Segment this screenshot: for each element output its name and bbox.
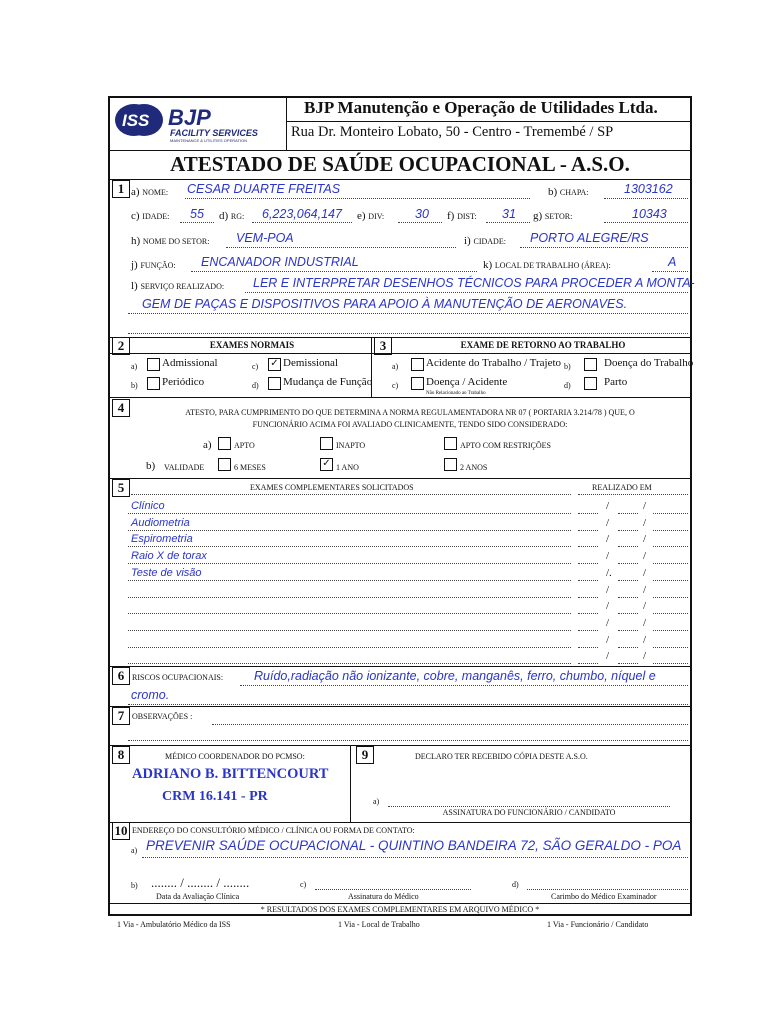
date-slash: / (606, 600, 610, 613)
observacoes-line-1 (212, 724, 688, 725)
via-local-trabalho: 1 Via - Local de Trabalho (338, 920, 420, 929)
header-divider (286, 96, 287, 150)
chapa-label: b) CHAPA: (548, 186, 589, 198)
endereco-letter: a) (131, 846, 138, 855)
date-slash: / (643, 500, 647, 512)
realizado-date-part[interactable] (653, 546, 688, 547)
assinatura-letter: a) (373, 797, 380, 806)
chapa-value[interactable]: 1303162 (624, 182, 673, 196)
setor-label: g) SETOR: (533, 210, 573, 222)
servico-line-1 (245, 292, 688, 293)
realizado-date-part[interactable] (578, 546, 598, 547)
logo-iss-text: ISS (122, 111, 150, 130)
realizado-date-part[interactable] (618, 597, 638, 598)
section-9-number: 9 (356, 746, 374, 764)
section-10-bottom (108, 903, 692, 904)
cidade-label: i) CIDADE: (464, 235, 506, 247)
servico-value-line-1[interactable]: LER E INTERPRETAR DESENHOS TÉCNICOS PARA PROCEDER A MONTA- (253, 276, 695, 290)
dist-value[interactable]: 31 (502, 207, 516, 221)
servico-label: l) SERVIÇO REALIZADO: (131, 280, 225, 292)
idade-value[interactable]: 55 (190, 207, 204, 221)
exam-name[interactable]: Raio X de torax (131, 550, 207, 563)
realizado-date-part[interactable] (618, 546, 638, 547)
exam-line (128, 546, 571, 547)
doenca-trabalho-label: Doença do Trabalho (604, 357, 694, 369)
riscos-value-line-1[interactable]: Ruído,radiação não ionizante, cobre, manganês, ferro, chumbo, níquel e (254, 669, 656, 683)
apto-label: APTO (234, 441, 255, 450)
realizado-date-part[interactable] (578, 580, 598, 581)
nome-setor-label: h) NOME DO SETOR: (131, 235, 210, 247)
doenca-trabalho-checkbox[interactable] (584, 358, 597, 371)
company-logo (112, 100, 282, 144)
local-line (652, 271, 688, 272)
nao-relacionado-note: Não Relacionado ao Trabalho (426, 391, 486, 396)
title-rule-top (108, 150, 692, 151)
section-2-bottom (108, 397, 692, 398)
doenca-trabalho-letter: b) (564, 362, 571, 371)
observacoes-label: OBSERVAÇÕES : (132, 712, 193, 721)
medico-coordenador-label: MÉDICO COORDENADOR DO PCMSO: (165, 752, 305, 761)
via-ambulatorio: 1 Via - Ambulatório Médico da ISS (117, 920, 231, 929)
section-10-number: 10 (112, 822, 130, 840)
exam-line (128, 597, 571, 598)
apto-letter: a) (203, 439, 212, 451)
logo-facility-text: FACILITY SERVICES (170, 128, 258, 138)
assinatura-funcionario-label: ASSINATURA DO FUNCIONÁRIO / CANDIDATO (442, 808, 616, 817)
realizado-date-part[interactable] (578, 563, 598, 564)
section-3-number: 3 (374, 337, 392, 355)
title-rule-bottom (108, 179, 692, 180)
servico-value-line-2[interactable]: GEM DE PAÇAS E DISPOSITIVOS PARA APOIO À MANUTENÇÃO DE AERONAVES. (142, 297, 628, 311)
acidente-checkbox[interactable] (411, 358, 424, 371)
realizado-date-part[interactable] (618, 580, 638, 581)
realizado-date-part[interactable] (578, 613, 598, 614)
realizado-date-part[interactable] (653, 597, 688, 598)
section-8-bottom (108, 822, 692, 823)
date-slash: / (606, 533, 610, 546)
mudanca-label: Mudança de Função (283, 376, 373, 388)
check-mark-icon: ✓ (322, 458, 331, 469)
exam-name[interactable]: Clínico (131, 500, 165, 512)
nome-value[interactable]: CESAR DUARTE FREITAS (187, 182, 341, 196)
assinatura-medico-line[interactable] (315, 889, 471, 890)
local-value[interactable]: A (668, 255, 677, 269)
date-slash: / (606, 616, 610, 629)
exames-header-line (131, 494, 571, 495)
section-5-bottom (108, 666, 692, 667)
medico-crm: CRM 16.141 - PR (162, 789, 268, 804)
parto-label: Parto (604, 376, 628, 388)
demissional-checkbox[interactable] (268, 358, 281, 371)
exam-line (128, 663, 571, 664)
idade-line (180, 222, 214, 223)
section-8-9-divider (350, 745, 351, 822)
exames-complementares-title: EXAMES COMPLEMENTARES SOLICITADOS (250, 483, 414, 492)
realizado-date-part[interactable] (653, 563, 688, 564)
endereco-value[interactable]: PREVENIR SAÚDE OCUPACIONAL - QUINTINO BANDEIRA 72, SÃO GERALDO - POA (146, 838, 682, 853)
exam-line (128, 613, 571, 614)
rg-label: d) RG: (219, 210, 245, 222)
realizado-date-part[interactable] (618, 563, 638, 564)
div-label: e) DIV: (357, 210, 385, 222)
dois-anos-checkbox[interactable] (444, 458, 457, 471)
date-slash: / (643, 650, 647, 663)
carimbo-letter: d) (512, 880, 519, 889)
funcao-label: j) FUNÇÃO: (131, 259, 176, 271)
riscos-value-line-2[interactable]: cromo. (131, 688, 170, 702)
atesto-text-2: FUNCIONÁRIO ACIMA FOI AVALIADO CLINICAMENTE, TENDO SIDO CONSIDERADO: (252, 420, 568, 429)
realizado-date-part[interactable] (653, 647, 688, 648)
cidade-line (520, 247, 688, 248)
exam-line (128, 580, 571, 581)
realizado-date-part[interactable] (578, 530, 598, 531)
chapa-line (604, 198, 688, 199)
logo-bjp-text: BJP (168, 105, 211, 130)
doenca-acidente-checkbox[interactable] (411, 377, 424, 390)
section-4-bottom (108, 478, 692, 479)
nome-line (185, 198, 530, 199)
acidente-letter: a) (392, 362, 399, 371)
demissional-label: Demissional (283, 357, 338, 369)
exam-line (128, 563, 571, 564)
exam-line (128, 513, 571, 514)
exam-name[interactable]: Espirometria (131, 533, 193, 546)
assinatura-funcionario-line[interactable] (388, 806, 670, 807)
observacoes-line-2 (128, 740, 688, 741)
date-slash: / (643, 533, 647, 546)
realizado-date-part[interactable] (578, 597, 598, 598)
setor-line (604, 222, 688, 223)
endereco-label: ENDEREÇO DO CONSULTÓRIO MÉDICO / CLÍNICA OU FORMA DE CONTATO: (132, 826, 415, 835)
local-label: k) LOCAL DE TRABALHO (ÁREA): (483, 259, 611, 271)
realizado-date-part[interactable] (653, 663, 688, 664)
carimbo-label: Carimbo do Médico Examinador (551, 892, 657, 901)
apto-restricoes-label: APTO COM RESTRIÇÕES (460, 441, 551, 450)
setor-value[interactable]: 10343 (632, 207, 667, 221)
admissional-checkbox[interactable] (147, 358, 160, 371)
exames-normais-title: EXAMES NORMAIS (209, 340, 295, 350)
data-avaliacao-field[interactable]: ........ / ........ / ........ (151, 875, 250, 890)
rg-value[interactable]: 6,223,064,147 (262, 207, 342, 221)
cidade-value[interactable]: PORTO ALEGRE/RS (530, 231, 649, 245)
section-2-3-divider (371, 337, 372, 397)
medico-name: ADRIANO B. BITTENCOURT (132, 766, 329, 782)
nome-setor-value[interactable]: VEM-POA (236, 231, 294, 245)
idade-label: c) IDADE: (131, 210, 170, 222)
periodico-label: Periódico (162, 376, 205, 388)
atesto-text-1: ATESTO, PARA CUMPRIMENTO DO QUE DETERMINA A NORMA REGULAMENTADORA NR 07 ( PORTARIA 3.214/78 ) QUE, O (185, 408, 635, 417)
rg-line (252, 222, 352, 223)
inapto-checkbox[interactable] (320, 437, 333, 450)
date-slash: /. (606, 566, 612, 579)
div-value[interactable]: 30 (415, 207, 429, 221)
date-slash: / (643, 566, 647, 579)
carimbo-line[interactable] (527, 889, 688, 890)
data-avaliacao-label: Data da Avaliação Clínica (156, 892, 240, 901)
realizado-date-part[interactable] (578, 513, 598, 514)
realizado-date-part[interactable] (618, 530, 638, 531)
realizado-date-part[interactable] (578, 630, 598, 631)
realizado-date-part[interactable] (578, 663, 598, 664)
section-8-number: 8 (112, 746, 130, 764)
riscos-label: RISCOS OCUPACIONAIS: (132, 673, 224, 682)
inapto-label: INAPTO (336, 441, 366, 450)
acidente-label: Acidente do Trabalho / Trajeto (426, 357, 562, 369)
via-funcionario: 1 Via - Funcionário / Candidato (547, 920, 649, 929)
date-slash: / (606, 550, 610, 563)
data-letter: b) (131, 881, 138, 890)
section-2-header-rule (108, 353, 692, 354)
declaro-label: DECLARO TER RECEBIDO CÓPIA DESTE A.S.O. (415, 752, 588, 761)
validade-label: VALIDADE (164, 463, 205, 472)
date-slash: / (643, 516, 647, 529)
date-slash: / (606, 516, 610, 529)
realizado-date-part[interactable] (653, 530, 688, 531)
logo-tagline-text: MAINTENANCE & UTILITIES OPERATION (170, 138, 248, 143)
date-slash: / (606, 500, 610, 512)
admissional-label: Admissional (162, 357, 218, 369)
um-ano-checkbox[interactable] (320, 458, 333, 471)
dist-label: f) DIST: (447, 210, 477, 222)
realizado-date-part[interactable] (618, 613, 638, 614)
exame-retorno-title: EXAME DE RETORNO AO TRABALHO (460, 340, 626, 350)
assinatura-medico-label: Assinatura do Médico (348, 892, 419, 901)
resultados-note: * RESULTADOS DOS EXAMES COMPLEMENTARES EM ARQUIVO MÉDICO * (260, 905, 540, 914)
doenca-acidente-letter: c) (392, 381, 399, 390)
section-7-bottom (108, 745, 692, 746)
endereco-line (142, 857, 688, 858)
riscos-line-1 (240, 685, 688, 686)
section-6-bottom (108, 706, 692, 707)
demissional-letter: c) (252, 362, 259, 371)
periodico-checkbox[interactable] (147, 377, 160, 390)
nome-label: a) NOME: (131, 186, 169, 198)
assinatura-medico-letter: c) (300, 880, 307, 889)
realizado-date-part[interactable] (618, 513, 638, 514)
periodico-letter: b) (131, 381, 138, 390)
date-slash: / (643, 550, 647, 563)
header-rule (286, 121, 692, 122)
realizado-date-part[interactable] (618, 630, 638, 631)
realizado-header-line (578, 494, 688, 495)
seis-meses-checkbox[interactable] (218, 458, 231, 471)
funcao-value[interactable]: ENCANADOR INDUSTRIAL (201, 255, 359, 269)
section-6-number: 6 (112, 667, 130, 685)
section-5-number: 5 (112, 479, 130, 497)
realizado-date-part[interactable] (618, 663, 638, 664)
div-line (398, 222, 442, 223)
realizado-date-part[interactable] (653, 580, 688, 581)
realizado-date-part[interactable] (653, 630, 688, 631)
validade-letter: b) (146, 460, 156, 472)
dist-line (486, 222, 530, 223)
riscos-line-2 (128, 704, 688, 705)
check-mark-icon: ✓ (270, 358, 279, 369)
section-1-bottom (108, 337, 692, 338)
realizado-date-part[interactable] (653, 513, 688, 514)
date-slash: / (643, 616, 647, 629)
iss-bjp-logo-icon (112, 100, 282, 144)
date-slash: / (606, 633, 610, 646)
apto-checkbox[interactable] (218, 437, 231, 450)
exam-name[interactable]: Audiometria (131, 516, 190, 529)
servico-line-2 (128, 313, 688, 314)
nome-setor-line (226, 247, 456, 248)
page-title: ATESTADO DE SAÚDE OCUPACIONAL - A.S.O. (170, 152, 630, 176)
dois-anos-label: 2 ANOS (460, 463, 488, 472)
funcao-line (191, 271, 477, 272)
parto-letter: d) (564, 381, 571, 390)
exam-name[interactable]: Teste de visão (131, 566, 202, 579)
section-1-number: 1 (112, 180, 130, 198)
mudanca-letter: d) (252, 381, 259, 390)
mudanca-checkbox[interactable] (268, 377, 281, 390)
section-4-number: 4 (112, 399, 130, 417)
um-ano-label: 1 ANO (336, 463, 359, 472)
realizado-date-part[interactable] (653, 613, 688, 614)
admissional-letter: a) (131, 362, 138, 371)
doenca-acidente-label: Doença / Acidente (426, 376, 508, 388)
parto-checkbox[interactable] (584, 377, 597, 390)
apto-restricoes-checkbox[interactable] (444, 437, 457, 450)
date-slash: / (643, 583, 647, 596)
exam-line (128, 647, 571, 648)
company-address: Rua Dr. Monteiro Lobato, 50 - Centro - Tremembé / SP (291, 124, 614, 140)
section-2-number: 2 (112, 337, 130, 355)
exam-line (128, 630, 571, 631)
servico-line-3 (128, 333, 688, 334)
exam-line (128, 530, 571, 531)
realizado-em-title: REALIZADO EM (592, 483, 652, 492)
seis-meses-label: 6 MESES (234, 463, 266, 472)
realizado-date-part[interactable] (618, 647, 638, 648)
realizado-date-part[interactable] (578, 647, 598, 648)
date-slash: / (643, 633, 647, 646)
date-slash: / (606, 583, 610, 596)
company-name: BJP Manutenção e Operação de Utilidades Ltda. (304, 98, 658, 117)
date-slash: / (643, 600, 647, 613)
date-slash: / (606, 650, 610, 663)
section-7-number: 7 (112, 707, 130, 725)
